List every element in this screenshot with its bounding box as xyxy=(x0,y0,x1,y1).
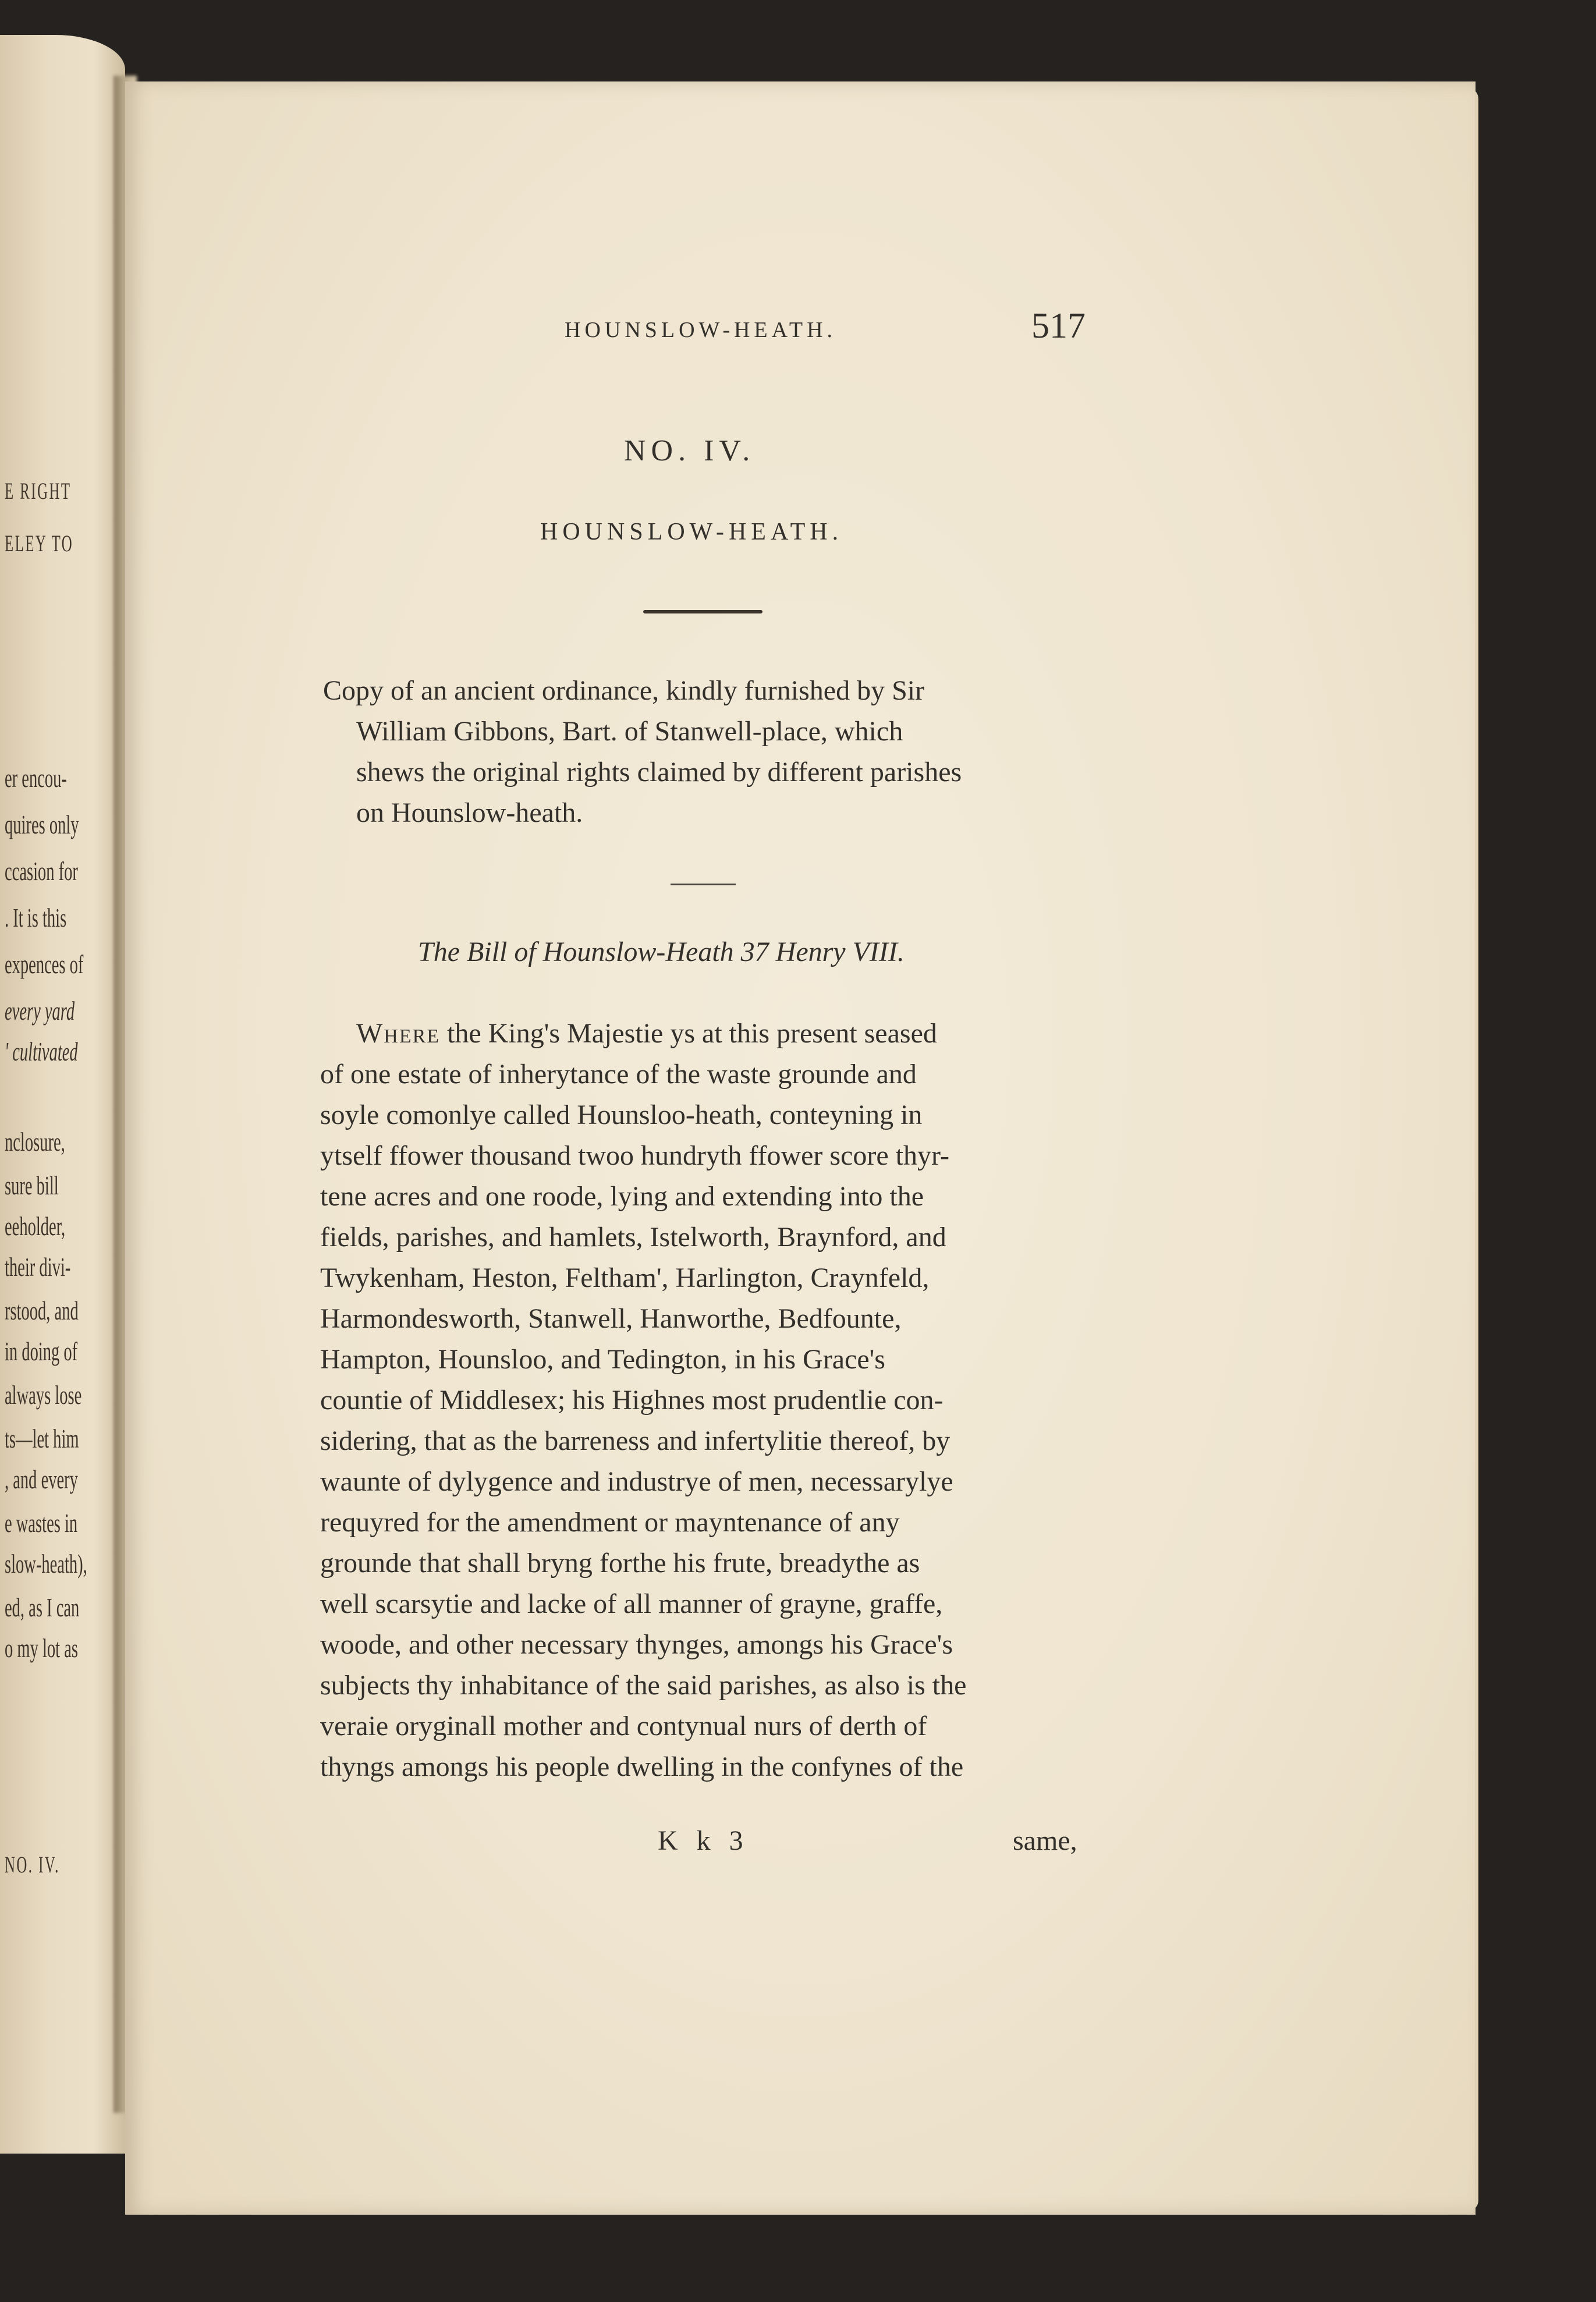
section-title-heading: HOUNSLOW-HEATH. xyxy=(540,519,843,545)
left-page-line: er encou- xyxy=(5,763,67,793)
intro-line: Copy of an ancient ordinance, kindly furnished by Sir xyxy=(323,675,925,706)
left-page-line: their divi- xyxy=(5,1252,71,1282)
body-line: subjects thy inhabitance of the said parishes, as also is the xyxy=(320,1670,967,1701)
body-line: tene acres and one roode, lying and extending into the xyxy=(320,1181,924,1212)
catchword: same, xyxy=(1013,1825,1077,1856)
left-page-line: sure bill xyxy=(5,1170,59,1200)
left-page-line: always lose xyxy=(5,1380,82,1410)
left-page-line: quires only xyxy=(5,810,79,839)
left-facing-page xyxy=(0,35,125,2154)
body-line: ytself ffower thousand twoo hundryth ffower score thyr- xyxy=(320,1140,950,1171)
body-line: Hampton, Hounsloo, and Tedington, in his Grace's xyxy=(320,1344,885,1375)
signature-mark: K k 3 xyxy=(658,1825,749,1856)
intro-line: shews the original rights claimed by different parishes xyxy=(356,757,962,788)
body-first-line xyxy=(356,1017,937,1049)
body-line: Harmondesworth, Stanwell, Hanworthe, Bedfounte, xyxy=(320,1303,902,1334)
body-line: sidering, that as the barreness and infertylitie thereof, by xyxy=(320,1425,950,1456)
left-page-line: E RIGHT xyxy=(5,478,72,504)
left-page-line: . It is this xyxy=(5,903,67,932)
left-page-line: slow-heath), xyxy=(5,1549,87,1579)
section-number-heading: NO. IV. xyxy=(624,434,756,467)
body-line: woode, and other necessary thynges, amongs his Grace's xyxy=(320,1629,953,1660)
body-line: of one estate of inherytance of the waste grounde and xyxy=(320,1059,917,1090)
left-page-line: ELEY TO xyxy=(5,530,74,556)
left-page-line: in doing of xyxy=(5,1336,78,1366)
left-page-line: ' cultivated xyxy=(5,1037,78,1066)
body-line: veraie oryginall mother and contynual nurs of derth of xyxy=(320,1711,927,1741)
first-line-text: the King's Majestie ys at this present seased xyxy=(440,1018,937,1049)
body-line: soyle comonlye called Hounsloo-heath, conteyning in xyxy=(320,1099,923,1130)
left-page-line: ts—let him xyxy=(5,1424,79,1453)
left-page-line: ed, as I can xyxy=(5,1592,80,1622)
body-line: countie of Middlesex; his Highnes most prudentlie con- xyxy=(320,1385,944,1416)
left-page-line: e wastes in xyxy=(5,1508,78,1538)
page-number: 517 xyxy=(1031,306,1086,346)
left-page-line: nclosure, xyxy=(5,1127,65,1157)
left-page-line: , and every xyxy=(5,1464,78,1494)
ornamental-rule xyxy=(643,610,762,613)
bill-title: The Bill of Hounslow-Heath 37 Henry VIII. xyxy=(418,937,905,967)
body-line: grounde that shall bryng forthe his frute, breadythe as xyxy=(320,1548,920,1579)
left-page-line: eeholder, xyxy=(5,1211,66,1241)
left-page-line: expences of xyxy=(5,949,84,979)
left-page-line: o my lot as xyxy=(5,1633,78,1663)
left-page-line: ccasion for xyxy=(5,856,78,886)
left-page-line: rstood, and xyxy=(5,1296,79,1325)
intro-line: William Gibbons, Bart. of Stanwell-place, which xyxy=(356,716,903,747)
body-line: Twykenham, Heston, Feltham', Harlington, Craynfeld, xyxy=(320,1262,930,1293)
body-line: thyngs amongs his people dwelling in the confynes of the xyxy=(320,1751,964,1782)
body-line: well scarsytie and lacke of all manner of grayne, graffe, xyxy=(320,1588,943,1619)
intro-line: on Hounslow-heath. xyxy=(356,797,583,828)
body-line: waunte of dylygence and industrye of men, necessarylye xyxy=(320,1466,953,1497)
body-line: fields, parishes, and hamlets, Istelworth, Braynford, and xyxy=(320,1222,946,1253)
left-page-line: every yard xyxy=(5,996,75,1026)
opening-word: Where xyxy=(356,1018,441,1049)
left-page-line: NO. IV. xyxy=(5,1851,60,1878)
running-head: HOUNSLOW-HEATH. xyxy=(565,318,837,342)
short-rule xyxy=(671,884,736,885)
body-line: requyred for the amendment or mayntenance of any xyxy=(320,1507,900,1538)
